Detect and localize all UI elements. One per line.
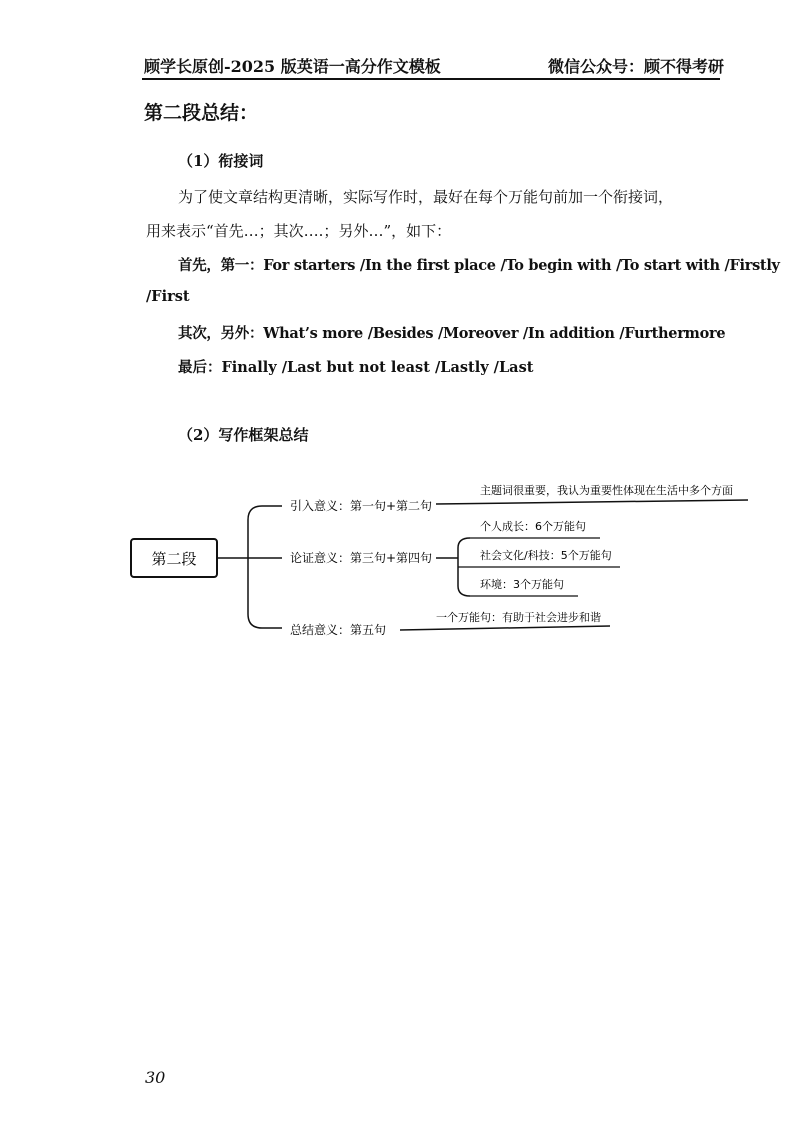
mindmap-branch1-note: 主题词很重要，我认为重要性体现在生活中多个方面 (480, 484, 733, 497)
mindmap-sub-item-3: 环境：3个万能句 (480, 578, 564, 591)
mindmap-branch3-note: 一个万能句：有助于社会进步和谐 (436, 611, 601, 624)
second-line: 其次，另外：What’s more /Besides /Moreover /In addition /Furthermore (178, 325, 726, 342)
header-left: 顾学长原创-2025 版英语一高分作文模板 (144, 57, 441, 76)
mindmap-sub-item-1: 个人成长：6个万能句 (480, 520, 586, 533)
last-line: 最后：Finally /Last but not least /Lastly /Last (178, 359, 534, 376)
mindmap-branch3-label: 总结意义：第五句 (290, 623, 387, 637)
first-line-2: /First (146, 288, 190, 305)
page-number: 30 (145, 1068, 166, 1087)
header-right: 微信公众号：顾不得考研 (548, 57, 725, 76)
mindmap-branch3-line (400, 626, 610, 630)
mindmap-branch2-label: 论证意义：第三句+第四句 (290, 551, 433, 565)
mindmap-root-label: 第二段 (151, 550, 197, 568)
mindmap-branch1-line (436, 500, 748, 504)
part1-heading: （1）衔接词 (178, 152, 264, 170)
mindmap-sub-item-2: 社会文化/科技：5个万能句 (480, 549, 612, 562)
first-line-1: 首先，第一：For starters /In the first place /To begin with /To start with /Firstly (178, 257, 780, 274)
mindmap-branch1-label: 引入意义：第一句+第二句 (290, 499, 433, 513)
intro-line-1: 为了使文章结构更清晰，实际写作时，最好在每个万能句前加一个衔接词， (178, 188, 674, 206)
intro-line-2: 用来表示“首先…；其次….；另外…”，如下： (146, 222, 452, 240)
part2-heading: （2）写作框架总结 (178, 426, 309, 444)
section-title: 第二段总结： (144, 102, 259, 124)
mindmap-main-brace (248, 506, 262, 628)
